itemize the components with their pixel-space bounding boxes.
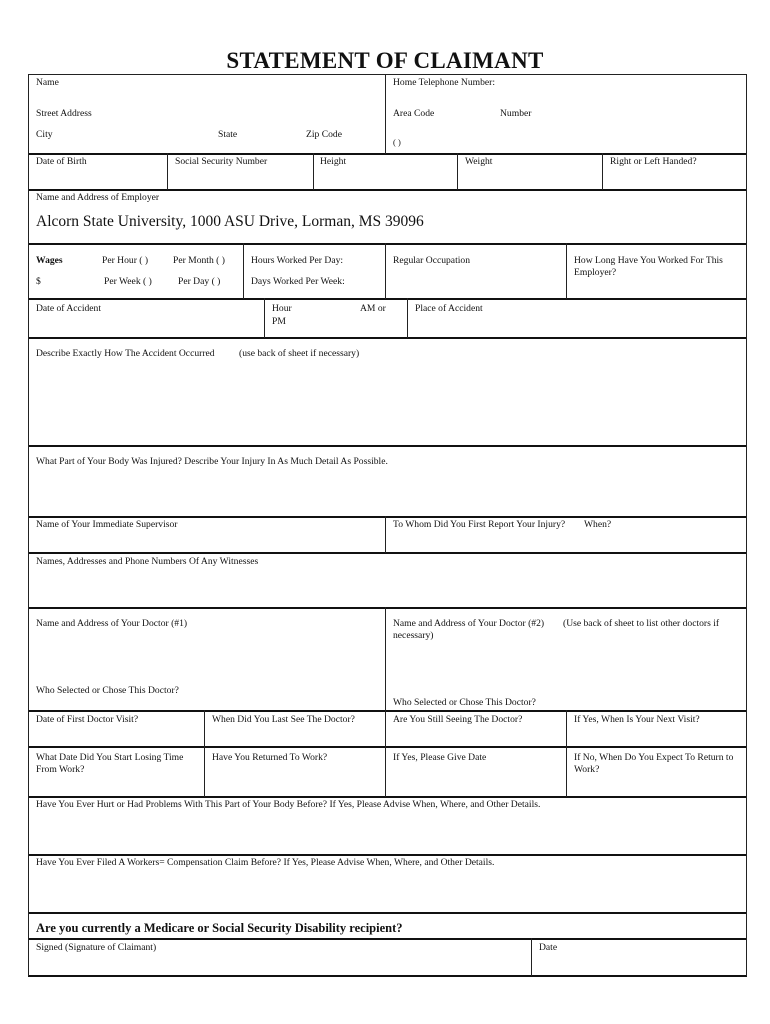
rule	[28, 445, 747, 447]
divider	[566, 710, 567, 797]
wages-label: Wages	[36, 255, 63, 266]
area-code-label: Area Code	[393, 108, 435, 119]
divider	[313, 153, 314, 190]
losing-time-label: What Date Did You Start Losing Time From Work?	[36, 752, 184, 775]
doctor2-note: (Use back of sheet to list other doctors if necessary)	[393, 618, 720, 641]
pm-label: PM	[272, 316, 286, 327]
rule	[28, 298, 747, 300]
employer-value: Alcorn State University, 1000 ASU Drive, Lorman, MS 39096	[36, 213, 424, 230]
rule	[28, 552, 747, 554]
ssn-label: Social Security Number	[175, 156, 268, 167]
doctor2-label: Name and Address of Your Doctor (#2)	[393, 618, 545, 629]
first-report-when-label: When?	[584, 519, 612, 530]
zip-code-label: Zip Code	[306, 129, 342, 140]
signature-label: Signed (Signature of Claimant)	[36, 942, 157, 953]
rule	[28, 796, 747, 798]
who-selected-doctor2-label: Who Selected or Chose This Doctor?	[393, 697, 536, 708]
give-date-label: If Yes, Please Give Date	[393, 752, 487, 763]
per-day-option: Per Day ( )	[178, 276, 221, 287]
rule	[28, 337, 747, 339]
handedness-label: Right or Left Handed?	[610, 156, 697, 167]
rule	[28, 153, 747, 155]
rule	[28, 938, 747, 940]
employer-label: Name and Address of Employer	[36, 192, 160, 203]
first-report-label: To Whom Did You First Report Your Injury?	[393, 519, 566, 530]
height-label: Height	[320, 156, 347, 167]
how-long-employed-label: How Long Have You Worked For This Employer?	[574, 255, 723, 278]
divider	[385, 710, 386, 797]
date-of-birth-label: Date of Birth	[36, 156, 87, 167]
divider	[602, 153, 603, 190]
weight-label: Weight	[465, 156, 493, 167]
last-seen-label: When Did You Last See The Doctor?	[212, 714, 355, 725]
supervisor-label: Name of Your Immediate Supervisor	[36, 519, 178, 530]
who-selected-doctor1-label: Who Selected or Chose This Doctor?	[36, 685, 179, 696]
first-visit-label: Date of First Doctor Visit?	[36, 714, 139, 725]
home-phone-label: Home Telephone Number:	[393, 77, 495, 88]
state-label: State	[218, 129, 238, 140]
form-title: STATEMENT OF CLAIMANT	[226, 48, 544, 73]
divider	[385, 516, 386, 553]
area-code-parens: ( )	[393, 137, 401, 147]
accident-date-label: Date of Accident	[36, 303, 101, 314]
divider	[407, 298, 408, 338]
rule-top	[28, 74, 747, 75]
describe-accident-note: (use back of sheet if necessary)	[239, 348, 360, 359]
divider	[243, 243, 244, 299]
rule	[28, 189, 747, 191]
prior-injury-label: Have You Ever Hurt or Had Problems With This Part of Your Body Before? If Yes, Please Advise When, Where, and Other Details.	[36, 799, 541, 810]
name-label: Name	[36, 77, 59, 88]
am-or-label: AM or	[360, 303, 386, 314]
days-per-week-label: Days Worked Per Week:	[251, 276, 345, 287]
rule	[28, 607, 747, 609]
divider	[385, 607, 386, 711]
rule	[28, 912, 747, 914]
hour-label: Hour	[272, 303, 292, 314]
divider	[385, 243, 386, 299]
divider	[204, 710, 205, 797]
doctor1-label: Name and Address of Your Doctor (#1)	[36, 618, 188, 629]
place-of-accident-label: Place of Accident	[415, 303, 483, 314]
rule	[28, 710, 747, 712]
still-seeing-label: Are You Still Seeing The Doctor?	[393, 714, 523, 725]
rule	[28, 516, 747, 518]
divider	[531, 938, 532, 976]
per-week-option: Per Week ( )	[104, 276, 152, 287]
divider	[457, 153, 458, 190]
border-left	[28, 74, 29, 976]
prior-claim-label: Have You Ever Filed A Workers= Compensation Claim Before? If Yes, Please Advise When, Where, and Other Details.	[36, 857, 495, 868]
next-visit-label: If Yes, When Is Your Next Visit?	[574, 714, 700, 725]
hours-per-day-label: Hours Worked Per Day:	[251, 255, 344, 266]
returned-to-work-label: Have You Returned To Work?	[212, 752, 328, 763]
phone-number-label: Number	[500, 108, 532, 119]
signature-date-label: Date	[539, 942, 558, 953]
occupation-label: Regular Occupation	[393, 255, 470, 266]
city-label: City	[36, 129, 53, 140]
per-hour-option: Per Hour ( )	[102, 255, 149, 266]
per-month-option: Per Month ( )	[173, 255, 225, 266]
divider	[167, 153, 168, 190]
witnesses-label: Names, Addresses and Phone Numbers Of Any Witnesses	[36, 556, 259, 567]
border-right	[746, 74, 747, 976]
street-address-label: Street Address	[36, 108, 92, 119]
body-part-label: What Part of Your Body Was Injured? Describe Your Injury In As Much Detail As Possible.	[36, 456, 388, 467]
divider	[566, 243, 567, 299]
rule-bottom	[28, 975, 747, 977]
dollar-sign: $	[36, 276, 41, 287]
rule	[28, 854, 747, 856]
divider	[264, 298, 265, 338]
describe-accident-label: Describe Exactly How The Accident Occurred	[36, 348, 215, 359]
rule	[28, 746, 747, 748]
rule	[28, 243, 747, 245]
medicare-question: Are you currently a Medicare or Social Security Disability recipient?	[36, 921, 403, 935]
expect-return-label: If No, When Do You Expect To Return to Work?	[574, 752, 734, 775]
divider	[385, 74, 386, 154]
